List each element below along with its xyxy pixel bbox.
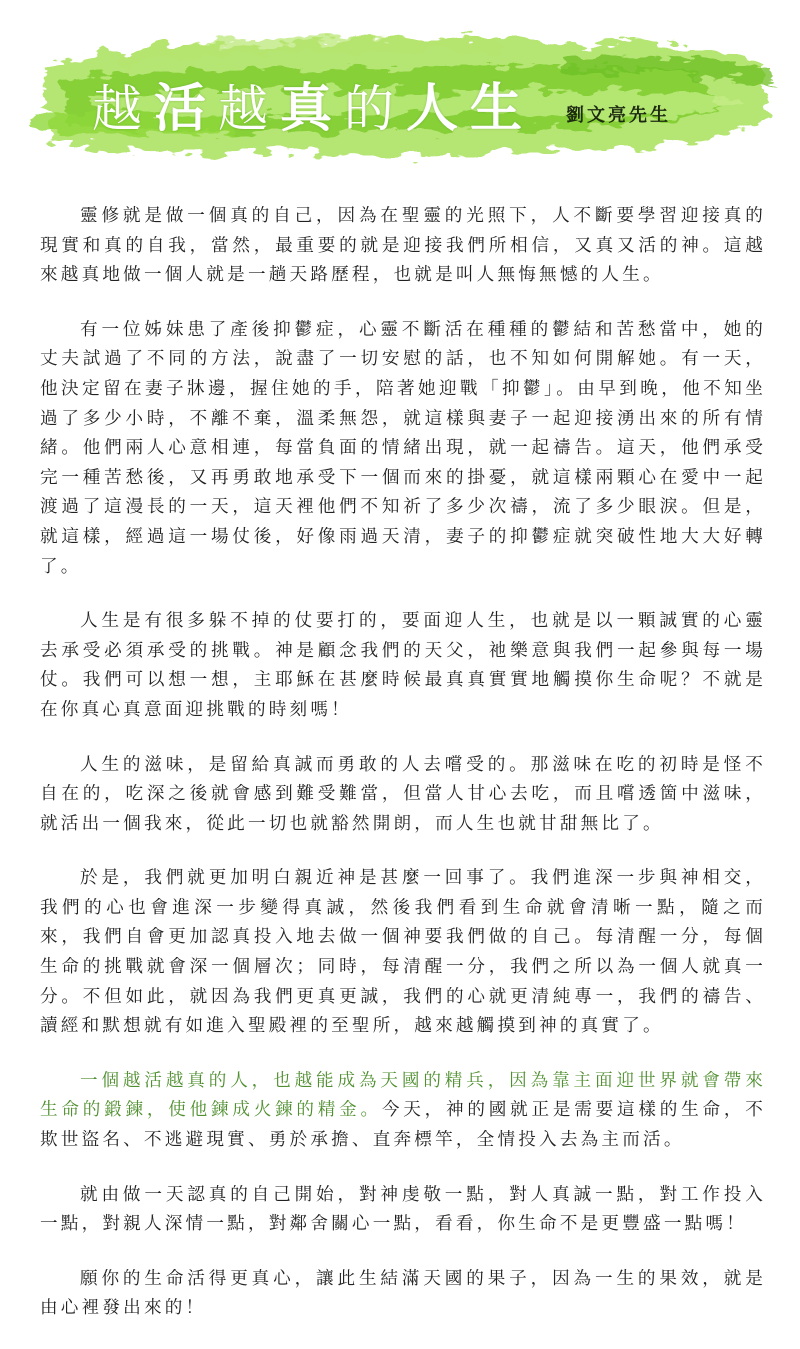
paragraph: 願你的生命活得更真心，讓此生結滿天國的果子，因為一生的果效，就是由心裡發出來的！ (40, 1268, 766, 1319)
paragraph-with-highlight (40, 1067, 766, 1156)
author-name: 劉文亮先生 (566, 105, 671, 126)
highlighted-text: 一個越活越真的人，也越能成為天國的精兵，因為靠主面迎世界就會帶來生命的鍛鍊，使他鍊成火鍊的精金。 (40, 1070, 766, 1121)
title-char: 的 (344, 80, 407, 138)
paragraph: 於是，我們就更加明白親近神是甚麼一回事了。我們進深一步與神相交，我們的心也會進深一步變得真誠，然後我們看到生命就會清晰一點，隨之而來，我們自會更加認真投入地去做一個神要我們做的自己。每清醒一分，每個生命的挑戰就會深一個層次；同時，每清醒一分，我們之所以為一個人就真一分。不但如此，就因為我們更真更誠，我們的心就更清純專一，我們的禱告、讀經和默想就有如進入聖殿裡的至聖所，越來越觸摸到神的真實了。 (40, 868, 766, 1037)
title-banner (0, 0, 800, 190)
paragraph: 有一位姊妹患了產後抑鬱症，心靈不斷活在種種的鬱結和苦愁當中，她的丈夫試過了不同的方法，說盡了一切安慰的話，也不知如何開解她。有一天，他決定留在妻子牀邊，握住她的手，陪著她迎戰「抑鬱」。由早到晚，他不知坐過了多少小時，不離不棄，溫柔無怨，就這樣與妻子一起迎接湧出來的所有情緒。他們兩人心意相連，每當負面的情緒出現，就一起禱告。這天，他們承受完一種苦愁後，又再勇敢地承受下一個而來的掛憂，就這樣兩顆心在愛中一起渡過了這漫長的一天，這天裡他們不知祈了多少次禱，流了多少眼淚。但是，就這樣，經過這一場仗後，好像雨過天清，妻子的抑鬱症就突破性地大大好轉了。 (40, 319, 766, 577)
article-body (40, 202, 766, 1349)
title-char: 越 (92, 80, 154, 138)
paragraph: 人生的滋味，是留給真誠而勇敢的人去嚐受的。那滋味在吃的初時是怪不自在的，吃深之後就會感到難受難當，但當人甘心去吃，而且嚐透箇中滋味，就活出一個我來，從此一切也就豁然開朗，而人生也就甘甜無比了。 (40, 754, 766, 834)
title-char: 活 (154, 79, 219, 139)
title-char: 人 (406, 79, 471, 139)
title-char: 越 (218, 80, 281, 138)
paragraph: 靈修就是做一個真的自己，因為在聖靈的光照下，人不斷要學習迎接真的現實和真的自我，當然，最重要的就是迎接我們所相信，又真又活的神。這越來越真地做一個人就是一趟天路歷程，也就是叫人無悔無憾的人生。 (40, 206, 766, 286)
paragraph-text: 今天，神的國就正是需要這樣的生命，不欺世盜名、不逃避現實、勇於承擔、直奔標竿，全情投入去為主而活。 (40, 1100, 766, 1151)
page-title (92, 66, 534, 141)
title-char: 生 (470, 79, 535, 139)
paragraph: 就由做一天認真的自己開始，對神虔敬一點，對人真誠一點，對工作投入一點，對親人深情一點，對鄰舍關心一點，看看，你生命不是更豐盛一點嗎！ (40, 1184, 766, 1235)
paragraph: 人生是有很多躲不掉的仗要打的，要面迎人生，也就是以一顆誠實的心靈去承受必須承受的挑戰。神是顧念我們的天父，祂樂意與我們一起參與每一場仗。我們可以想一想，主耶穌在甚麼時候最真真實實地觸摸你生命呢？不就是在你真心真意面迎挑戰的時刻嗎！ (40, 611, 766, 720)
title-char: 真 (280, 79, 345, 139)
